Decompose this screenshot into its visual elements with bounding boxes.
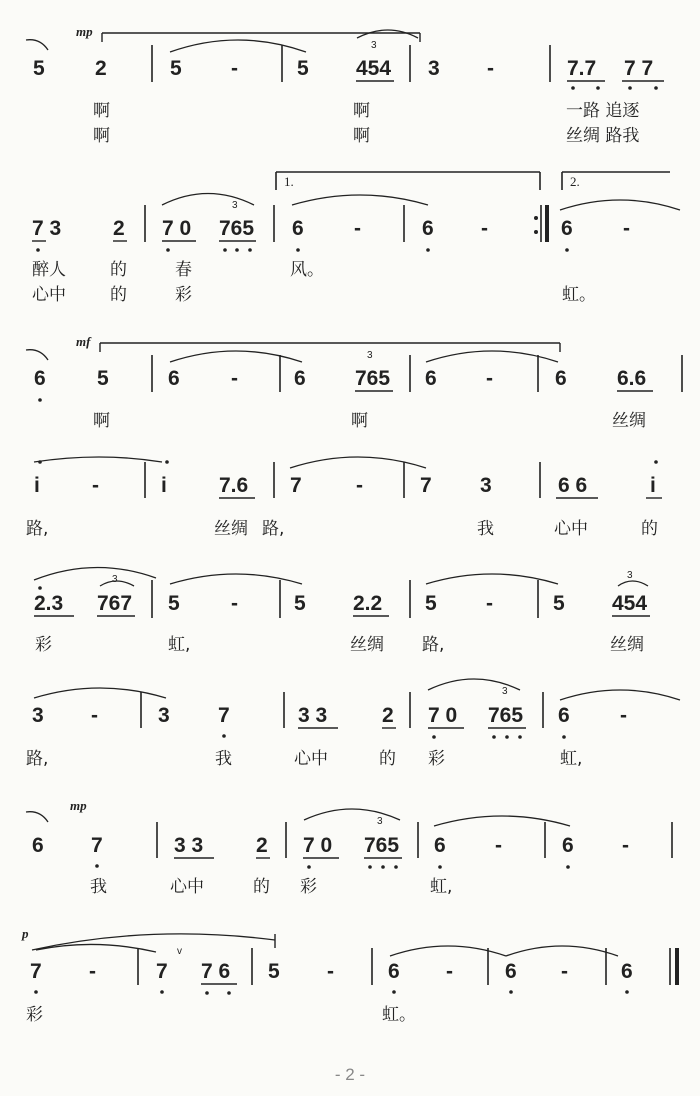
lyric: 我 (477, 519, 494, 539)
octave-dot (205, 991, 209, 995)
volta-2: 2. (570, 174, 580, 189)
dash: - (354, 217, 361, 240)
note-group: 765 (364, 834, 400, 857)
dash: - (231, 592, 238, 615)
lyric: 丝绸 (612, 411, 646, 431)
note: 5 (170, 57, 182, 80)
note: i (650, 474, 656, 497)
note-group: 7 0 (303, 834, 333, 857)
note: 7 (218, 704, 230, 727)
octave-dot (505, 735, 509, 739)
note-group: 7.6 (219, 474, 249, 497)
note: 6 (561, 217, 573, 240)
octave-dot (518, 735, 522, 739)
note: 6 (422, 217, 434, 240)
octave-dot (227, 991, 231, 995)
octave-dot (432, 735, 436, 739)
note-group: 2.2 (353, 592, 383, 615)
octave-dot (307, 865, 311, 869)
dash: - (623, 217, 630, 240)
triplet-number: 3 (627, 570, 633, 581)
lyric: 心中 (170, 877, 204, 897)
note-group: 454 (612, 592, 648, 615)
note-group: 7 3 (32, 217, 62, 240)
lyric: 我 (215, 749, 232, 769)
note: 7 (91, 834, 103, 857)
lyric: 丝绸 (350, 635, 384, 655)
lyric: 的 (110, 285, 127, 305)
slur-tie (26, 40, 48, 50)
note-group: 7.7 (567, 57, 597, 80)
octave-dot (438, 865, 442, 869)
octave-dot (95, 864, 99, 868)
octave-dot (296, 248, 300, 252)
note: 2 (95, 57, 107, 80)
dynamic-mark: p (22, 926, 29, 941)
octave-dot (394, 865, 398, 869)
dash: - (495, 834, 502, 857)
octave-dot (654, 460, 658, 464)
note-group: 3 3 (174, 834, 204, 857)
dash: - (356, 474, 363, 497)
note-group: 765 (355, 367, 391, 390)
note: 7 (420, 474, 432, 497)
lyric: 虹。 (562, 285, 596, 305)
octave-dot (492, 735, 496, 739)
note: 6 (292, 217, 304, 240)
note: 7 (290, 474, 302, 497)
slur-arc (357, 30, 418, 38)
breath-mark: v (177, 946, 182, 957)
lyric: 虹, (430, 877, 453, 897)
lyric: 心中 (294, 749, 328, 769)
lyric: 路, (422, 635, 445, 655)
note: 3 (428, 57, 440, 80)
system-5 (34, 567, 650, 655)
lyric: 风。 (290, 260, 324, 280)
note-group: 6.6 (617, 367, 647, 390)
lyric: 啊 (351, 411, 368, 431)
note: 2 (256, 834, 268, 857)
note-group: 767 (97, 592, 133, 615)
note: 2 (113, 217, 125, 240)
note: 5 (425, 592, 437, 615)
slur-arc (34, 567, 156, 580)
note-group: 7 7 (624, 57, 654, 80)
dash: - (231, 367, 238, 390)
lyric: 路, (26, 519, 49, 539)
octave-dot (38, 586, 42, 590)
tie-arc (34, 457, 162, 462)
lyric: 虹, (168, 635, 191, 655)
system-1 (26, 24, 664, 146)
lyric: 醉人 (32, 260, 66, 280)
triplet-number: 3 (367, 350, 373, 361)
octave-dot (596, 86, 600, 90)
note: 6 (558, 704, 570, 727)
lyric: 彩 (26, 1005, 43, 1025)
dash: - (481, 217, 488, 240)
note: 5 (297, 57, 309, 80)
lyric: 啊 (353, 101, 370, 121)
lyric: 我 (90, 877, 107, 897)
lyric: 彩 (175, 285, 192, 305)
slur-arc (304, 809, 400, 820)
octave-dot (625, 990, 629, 994)
slur-tie (26, 812, 48, 822)
octave-dot (368, 865, 372, 869)
octave-dot (36, 248, 40, 252)
tie-arc (560, 690, 680, 700)
dash: - (231, 57, 238, 80)
lyric: 啊 (93, 101, 110, 121)
dynamic-mark: mp (70, 798, 87, 813)
lyric: 彩 (300, 877, 317, 897)
repeat-dot (534, 230, 538, 234)
lyric: 心中 (32, 285, 66, 305)
note: 3 (158, 704, 170, 727)
note: 3 (480, 474, 492, 497)
note-group: 2.3 (34, 592, 64, 615)
tie-arc (34, 688, 166, 698)
note: 5 (33, 57, 45, 80)
system-3 (26, 334, 682, 431)
octave-dot (223, 248, 227, 252)
tie-arc (290, 457, 426, 468)
lyric: 的 (641, 519, 658, 539)
note-group: 7 6 (201, 960, 231, 983)
lyric: 春 (175, 260, 192, 280)
lyric: 一路 追逐 (566, 101, 640, 121)
note: 6 (562, 834, 574, 857)
note: 5 (168, 592, 180, 615)
note: 6 (555, 367, 567, 390)
hairpin-line (32, 934, 275, 950)
octave-dot (566, 865, 570, 869)
tie-arc (434, 816, 570, 826)
system-7 (26, 798, 672, 897)
octave-dot (222, 734, 226, 738)
note: 6 (505, 960, 517, 983)
note: 7 (156, 960, 168, 983)
tie-arc (506, 946, 618, 956)
triplet-number: 3 (502, 686, 508, 697)
lyric: 的 (379, 749, 396, 769)
repeat-dot (534, 216, 538, 220)
lyric: 丝绸 (610, 635, 644, 655)
note: i (34, 474, 40, 497)
dash: - (622, 834, 629, 857)
note: 5 (553, 592, 565, 615)
page-number: - 2 - (334, 1065, 366, 1084)
octave-dot (381, 865, 385, 869)
octave-dot (565, 248, 569, 252)
lyric: 的 (253, 877, 270, 897)
lyric: 心中 (554, 519, 588, 539)
note: 7 (30, 960, 42, 983)
lyric: 彩 (35, 635, 52, 655)
lyric: 路, (26, 749, 49, 769)
lyric: 啊 (353, 126, 370, 146)
dash: - (561, 960, 568, 983)
note: 3 (32, 704, 44, 727)
octave-dot (34, 990, 38, 994)
triplet-number: 3 (377, 816, 383, 827)
tie-arc (170, 351, 302, 362)
note: 2 (382, 704, 394, 727)
triplet-number: 3 (232, 200, 238, 211)
lyric: 的 (110, 260, 127, 280)
dash: - (92, 474, 99, 497)
tie-arc (560, 200, 680, 210)
note: 6 (388, 960, 400, 983)
triplet-number: 3 (112, 574, 118, 585)
lyric: 丝绸 路我 (566, 126, 640, 146)
lyric: 啊 (93, 126, 110, 146)
octave-dot (165, 460, 169, 464)
octave-dot (654, 86, 658, 90)
tie-arc (292, 195, 428, 205)
octave-dot (235, 248, 239, 252)
triplet-number: 3 (371, 40, 377, 51)
slur-arc (162, 194, 254, 206)
system-8 (21, 926, 677, 1025)
note: 5 (97, 367, 109, 390)
system-4 (26, 457, 662, 539)
lyric: 彩 (428, 749, 445, 769)
system-6 (26, 679, 680, 769)
octave-dot (426, 248, 430, 252)
dash: - (486, 367, 493, 390)
note-group: 3 3 (298, 704, 328, 727)
note: 6 (32, 834, 44, 857)
note-group: 6 6 (558, 474, 588, 497)
lyric: 啊 (93, 411, 110, 431)
lyric: 虹, (560, 749, 583, 769)
note-group: 454 (356, 57, 392, 80)
octave-dot (562, 735, 566, 739)
octave-dot (160, 990, 164, 994)
dash: - (89, 960, 96, 983)
note: 6 (425, 367, 437, 390)
note: i (161, 474, 167, 497)
system-2 (32, 172, 680, 305)
dash: - (487, 57, 494, 80)
octave-dot (628, 86, 632, 90)
dynamic-mark: mf (76, 334, 91, 349)
note: 6 (34, 367, 46, 390)
lyric: 路, (262, 519, 285, 539)
slur-tie (26, 350, 48, 360)
octave-dot (166, 248, 170, 252)
octave-dot (392, 990, 396, 994)
tie-arc (170, 574, 302, 584)
slur-arc (618, 581, 648, 586)
dynamic-mark: mp (76, 24, 93, 39)
note: 6 (434, 834, 446, 857)
note-group: 7 0 (162, 217, 192, 240)
note: 6 (294, 367, 306, 390)
note-group: 7 0 (428, 704, 458, 727)
dash: - (620, 704, 627, 727)
lyric: 虹。 (382, 1005, 416, 1025)
dash: - (327, 960, 334, 983)
note: 5 (294, 592, 306, 615)
octave-dot (248, 248, 252, 252)
note-group: 765 (488, 704, 524, 727)
octave-dot (571, 86, 575, 90)
octave-dot (509, 990, 513, 994)
dash: - (446, 960, 453, 983)
octave-dot (38, 398, 42, 402)
dash: - (91, 704, 98, 727)
note: 6 (621, 960, 633, 983)
note: 6 (168, 367, 180, 390)
tie-arc (170, 40, 306, 52)
dash: - (486, 592, 493, 615)
lyric: 丝绸 (214, 519, 248, 539)
note: 5 (268, 960, 280, 983)
note-group: 765 (219, 217, 255, 240)
volta-1: 1. (284, 174, 294, 189)
